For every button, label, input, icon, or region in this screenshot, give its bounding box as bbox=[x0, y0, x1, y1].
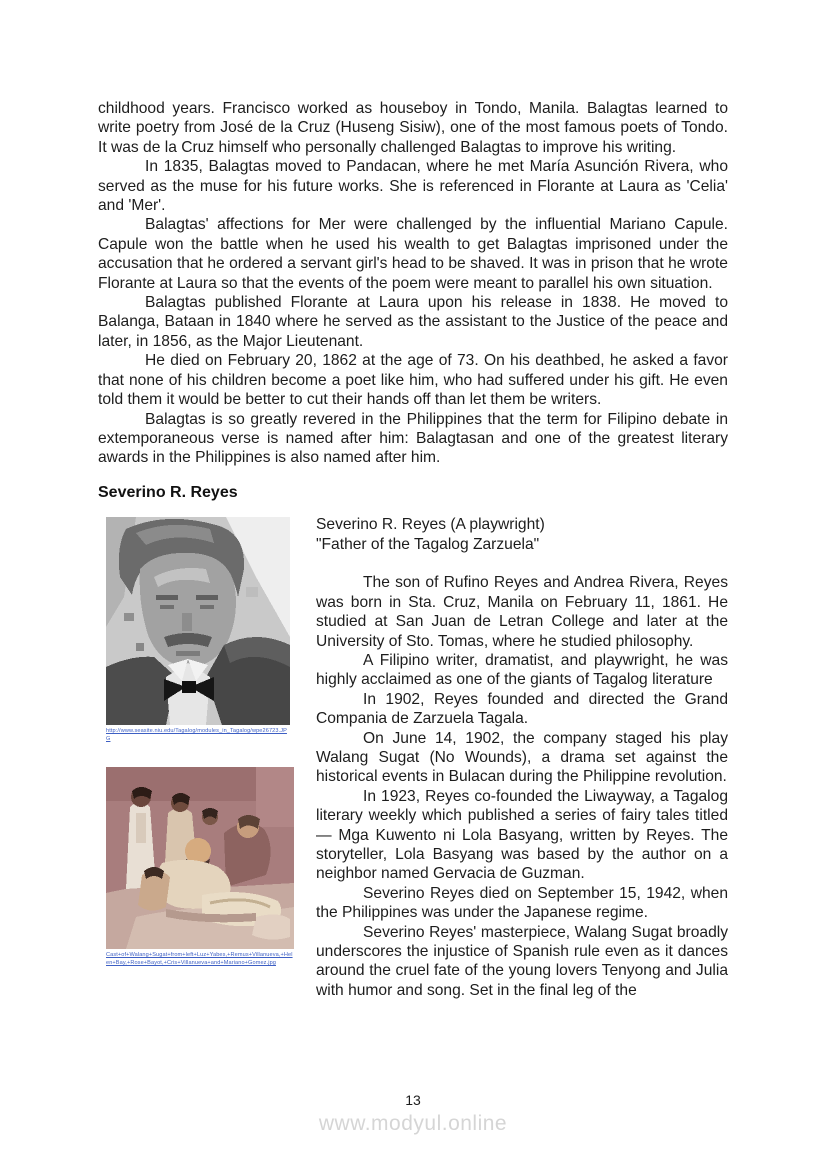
paragraph-reyes-2: A Filipino writer, dramatist, and playwright, he was highly acclaimed as one of the giants of Tagalog literature bbox=[316, 651, 728, 689]
paragraph-reyes-7: Severino Reyes' masterpiece, Walang Sugat broadly underscores the injustice of Spanish rule even as it dances around the cruel fate of the young lovers Tenyong and Julia with humor and song. Set in the final leg of the bbox=[316, 923, 728, 999]
paragraph-balagtas-1: childhood years. Francisco worked as houseboy in Tondo, Manila. Balagtas learned to write poetry from José de la Cruz (Huseng Sisiw), one of the most famous poets of Tondo. It was de la Cruz himself who personally challenged Balagtas to improve his writing. bbox=[98, 100, 728, 156]
paragraph-reyes-5: In 1923, Reyes co-founded the Liwayway, a Tagalog literary weekly which published a series of fairy tales titled — Mga Kuwento ni Lola Basyang, written by Reyes. The storyteller, Lola Basyang was based by the author on a neighbor named Gervacia de Guzman. bbox=[316, 787, 728, 883]
scene-source-link[interactable]: Cast+of+Walang+Sugat+from+left+Luz+Yabes,+Remus+Villanueva,+Helen+Bay,+Rose+Bayot,+Cris+Villanueva+and+Mariano+Gomez.jpg bbox=[106, 952, 293, 967]
paragraph-reyes-6: Severino Reyes died on September 15, 1942, when the Philippines was under the Japanese regime. bbox=[316, 884, 728, 922]
walang-sugat-scene-figure bbox=[106, 767, 294, 967]
reyes-subtitle-line: "Father of the Tagalog Zarzuela" bbox=[316, 535, 540, 553]
paragraph-reyes-1: The son of Rufino Reyes and Andrea Rivera, Reyes was born in Sta. Cruz, Manila on February 11, 1861. He studied at San Juan de Letran College and later at the University of Sto. Tomas, where he studied philosophy. bbox=[316, 574, 728, 650]
paragraph-balagtas-3: Balagtas' affections for Mer were challenged by the influential Mariano Capule. Capule won the battle when he used his wealth to get Balagtas imprisoned under the accusation that he ordered a servant girl's head to be shaved. It was in prison that he wrote Florante at Laura so that the events of the poem were meant to parallel his own situation. bbox=[98, 216, 728, 292]
reyes-portrait-image bbox=[106, 517, 290, 725]
paragraph-reyes-3: In 1902, Reyes founded and directed the Grand Compania de Zarzuela Tagala. bbox=[316, 690, 728, 728]
paragraph-balagtas-2: In 1835, Balagtas moved to Pandacan, where he met María Asunción Rivera, who served as the muse for his future works. She is referenced in Florante at Laura as 'Celia' and 'Mer'. bbox=[98, 158, 728, 215]
section-heading-severino-reyes: Severino R. Reyes bbox=[98, 483, 238, 501]
paragraph-balagtas-4: Balagtas published Florante at Laura upon his release in 1838. He moved to Balanga, Bataan in 1840 where he served as the assistant to the Justice of the peace and later, in 1856, as the Major Lieutenant. bbox=[98, 294, 728, 350]
watermark: www.modyul.online bbox=[318, 1112, 508, 1135]
reyes-section bbox=[98, 515, 728, 1000]
paragraph-balagtas-6: Balagtas is so greatly revered in the Philippines that the term for Filipino debate in extemporaneous verse is named after him: Balagtasan and one of the greatest literary awards in the Philippines is also named after him. bbox=[98, 410, 728, 467]
reyes-portrait-figure bbox=[106, 517, 290, 743]
page-footer bbox=[0, 1092, 826, 1136]
reyes-title-line: Severino R. Reyes (A playwright) bbox=[316, 516, 545, 534]
walang-sugat-scene-image bbox=[106, 767, 294, 949]
paragraph-balagtas-5: He died on February 20, 1862 at the age of 73. On his deathbed, he asked a favor that none of his children become a poet like him, who had suffered under his gift. He even told them it would be better to cut their hands off than let them be writers. bbox=[98, 352, 728, 409]
portrait-source-link[interactable]: http://www.seasite.niu.edu/Tagalog/modules_in_Tagalog/wpe26723.JPG bbox=[106, 728, 287, 743]
page-number: 13 bbox=[405, 1092, 421, 1108]
paragraph-reyes-4: On June 14, 1902, the company staged his play Walang Sugat (No Wounds), a drama set against the historical events in Bulacan during the Philippine revolution. bbox=[316, 729, 728, 786]
